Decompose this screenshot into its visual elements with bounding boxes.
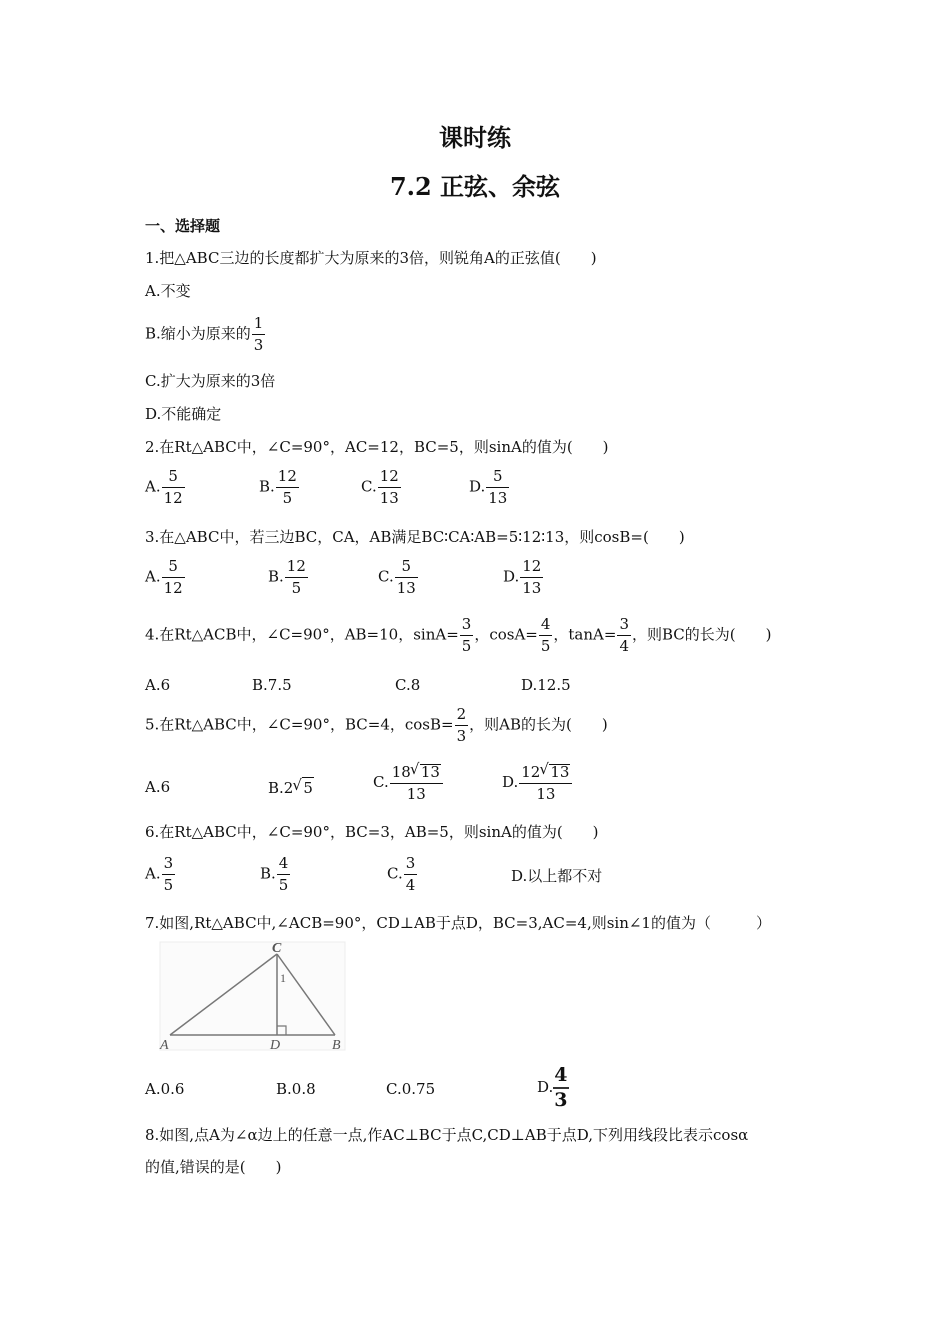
denominator: 13: [396, 579, 416, 597]
option-letter: A.: [145, 477, 161, 496]
q7-option-d: [537, 1066, 569, 1110]
option-letter: C.: [378, 567, 394, 586]
numerator: 12: [520, 559, 543, 578]
q6-stem: 6.在Rt△ABC中，∠C=90°，BC=3，AB=5，则sinA的值为( ): [145, 823, 599, 841]
angle-1-label: 1: [280, 971, 286, 985]
tan-fraction: [617, 617, 631, 654]
q1-option-b: [145, 316, 266, 353]
numerator: 4: [539, 617, 553, 636]
option-letter: C.: [361, 477, 377, 496]
triangle-diagram: [157, 940, 347, 1055]
q2-stem: 2.在Rt△ABC中，∠C=90°，AC=12，BC=5，则sinA的值为( ): [145, 438, 609, 456]
q7-option-c: C.0.75: [386, 1080, 436, 1098]
q5-option-c: [373, 764, 444, 802]
denominator: 5: [291, 579, 302, 597]
option-fraction: [519, 764, 572, 802]
radical: √ 13: [549, 764, 570, 780]
q4-stem: [145, 617, 771, 654]
q3-option-b: [268, 559, 309, 596]
option-letter: B.: [260, 864, 276, 883]
option-letter: D.: [469, 477, 486, 496]
denominator: 3: [253, 336, 264, 354]
document-subtitle: 7.2 正弦、余弦: [389, 172, 561, 201]
numerator: [390, 764, 443, 784]
option-letter: A.: [145, 567, 161, 586]
q8-stem-line-1: 8.如图,点A为∠α边上的任意一点,作AC⊥BC于点C,CD⊥AB于点D,下列用线段比表示cosα: [145, 1126, 749, 1144]
denominator: 12: [163, 579, 183, 597]
option-fraction: [486, 469, 509, 506]
option-letter: A.: [145, 864, 161, 883]
q5-stem: [145, 707, 608, 744]
q1-option-d: D.不能确定: [145, 405, 222, 423]
denominator: 5: [540, 637, 551, 655]
q7-triangle-figure: [157, 940, 347, 1055]
section-heading: 一、选择题: [145, 217, 221, 235]
option-fraction: [378, 469, 401, 506]
q3-stem: 3.在△ABC中，若三边BC，CA，AB满足BC∶CA∶AB=5∶12∶13，则cosB=( ): [145, 528, 685, 546]
numerator: 5: [486, 469, 509, 488]
denominator: 3: [554, 1089, 568, 1111]
numerator: 5: [162, 469, 185, 488]
numerator: 5: [162, 559, 185, 578]
option-letter: B.: [259, 477, 275, 496]
q3-option-c: [378, 559, 419, 596]
sin-fraction: [460, 617, 474, 654]
denominator: 12: [163, 489, 183, 507]
option-fraction: [162, 469, 185, 506]
option-fraction: [404, 856, 418, 893]
figure-background: [160, 942, 345, 1050]
q3-option-d: [503, 559, 544, 596]
q8-stem-line-2: 的值,错误的是( ): [145, 1158, 282, 1176]
q6-option-a: [145, 856, 176, 893]
q6-option-d: D.以上都不对: [511, 867, 603, 885]
option-fraction: [277, 856, 291, 893]
numerator: 3: [460, 617, 474, 636]
numerator: 5: [395, 559, 418, 578]
radical: √ 5: [302, 777, 314, 798]
label-b: B: [332, 1038, 341, 1053]
q6-option-b: [260, 856, 291, 893]
denominator: 13: [379, 489, 399, 507]
cos-fraction: [539, 617, 553, 654]
stem-text: ，则AB的长为( ): [469, 715, 608, 734]
q2-option-c: [361, 469, 402, 506]
q1-option-b-text: B.缩小为原来的: [145, 324, 251, 343]
q5-option-a: A.6: [145, 778, 171, 796]
q4-option-b: B.7.5: [252, 676, 292, 694]
denominator: 4: [619, 637, 629, 655]
numerator: 12: [276, 469, 299, 488]
option-letter: B.2: [268, 779, 294, 797]
q4-option-d: D.12.5: [521, 676, 571, 694]
option-fraction: [285, 559, 308, 596]
numerator: 4: [553, 1066, 568, 1089]
option-letter: D.: [537, 1078, 554, 1096]
denominator: 13: [488, 489, 508, 507]
denominator: 5: [278, 876, 289, 894]
option-letter: C.: [373, 773, 389, 791]
stem-text: 4.在Rt△ACB中，∠C=90°，AB=10，sinA=: [145, 625, 459, 644]
label-c: C: [272, 941, 282, 956]
cos-fraction: [455, 707, 469, 744]
q2-option-a: [145, 469, 186, 506]
q4-option-a: A.6: [145, 676, 171, 694]
stem-text: ，则BC的长为( ): [632, 625, 772, 644]
q7-option-a: A.0.6: [145, 1080, 185, 1098]
denominator: 13: [522, 579, 542, 597]
stem-text: 5.在Rt△ABC中，∠C=90°，BC=4，cosB=: [145, 715, 454, 734]
q1-option-c: C.扩大为原来的3倍: [145, 372, 276, 390]
q4-option-c: C.8: [395, 676, 421, 694]
denominator: 5: [461, 637, 472, 655]
stem-text: ，tanA=: [553, 625, 617, 644]
q1-stem: 1.把△ABC三边的长度都扩大为原来的3倍，则锐角A的正弦值( ): [145, 249, 597, 267]
numerator: 4: [277, 856, 291, 875]
q2-option-b: [259, 469, 300, 506]
denominator: 4: [405, 876, 416, 894]
denominator: 5: [163, 876, 174, 894]
option-fraction: [162, 559, 185, 596]
option-fraction: [520, 559, 543, 596]
option-fraction: [390, 764, 443, 802]
q1-option-a: A.不变: [145, 282, 191, 300]
denominator: 3: [456, 727, 467, 745]
numerator: 12: [378, 469, 401, 488]
option-letter: C.: [387, 864, 403, 883]
option-fraction-image: [553, 1066, 568, 1110]
q7-option-b: B.0.8: [276, 1080, 316, 1098]
numerator: 2: [455, 707, 469, 726]
numerator: 3: [404, 856, 418, 875]
stem-text: ，cosA=: [474, 625, 538, 644]
q3-option-a: [145, 559, 186, 596]
denominator: 5: [282, 489, 293, 507]
q1-option-b-fraction: [252, 316, 266, 353]
option-fraction: [395, 559, 418, 596]
option-fraction: [276, 469, 299, 506]
document-title: 课时练: [439, 123, 511, 152]
numerator: 3: [162, 856, 176, 875]
q5-option-b: [268, 777, 314, 798]
q6-option-c: [387, 856, 418, 893]
option-letter: D.: [503, 567, 520, 586]
numerator: 12: [285, 559, 308, 578]
option-fraction: [162, 856, 176, 893]
numerator: [519, 764, 572, 784]
denominator: 13: [536, 785, 556, 803]
label-a: A: [160, 1038, 169, 1053]
numerator-coefficient: 12: [521, 763, 541, 781]
option-letter: D.: [502, 773, 519, 791]
denominator: 13: [406, 785, 426, 803]
label-d: D: [270, 1038, 281, 1053]
q5-option-d: [502, 764, 573, 802]
q7-stem: 7.如图,Rt△ABC中,∠ACB=90°，CD⊥AB于点D，BC=3,AC=4,则sin∠1的值为（ ）: [145, 914, 771, 932]
numerator-coefficient: 18: [391, 763, 411, 781]
radical: √ 13: [420, 764, 441, 780]
numerator: 3: [617, 617, 631, 636]
numerator: 1: [252, 316, 266, 335]
q2-option-d: [469, 469, 510, 506]
option-letter: B.: [268, 567, 284, 586]
